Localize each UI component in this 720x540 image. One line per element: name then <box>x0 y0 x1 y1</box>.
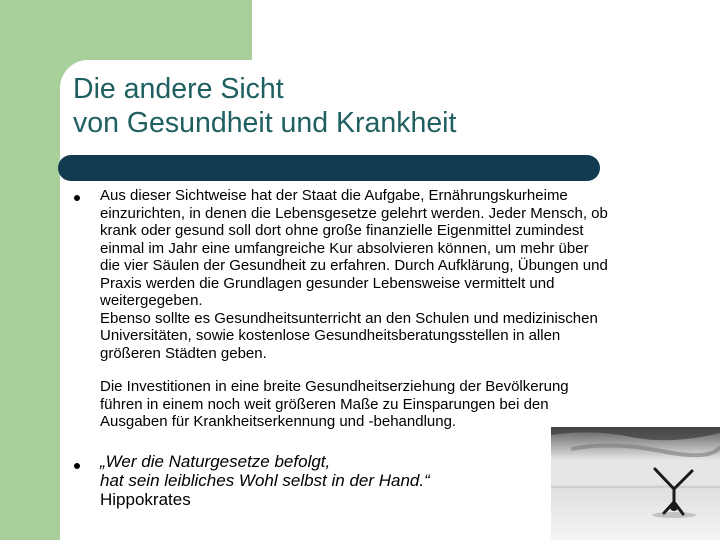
text-line: Die Investitionen in eine breite Gesundheitserziehung der Bevölkerung <box>100 378 569 395</box>
quote-line: „Wer die Naturgesetze befolgt, <box>100 452 331 471</box>
title-line-2: von Gesundheit und Krankheit <box>73 107 457 139</box>
slide-title <box>73 72 693 140</box>
title-underline-bar <box>58 155 600 181</box>
paragraph-2 <box>100 378 716 431</box>
text-line: krank oder gesund soll dort ohne große finanzielle Eigenmittel zumindest <box>100 222 584 239</box>
text-line: einmal im Jahr eine umfangreiche Kur absolvieren können, um mehr über <box>100 239 589 257</box>
bullet-paragraph-1 <box>100 187 716 362</box>
quote-author: Hippokrates <box>100 490 191 509</box>
text-line: Praxis werden die Grundlagen gesunder Lebensweise vermittelt und <box>100 274 555 292</box>
text-line: weitergegeben. <box>100 292 203 309</box>
text-line: die vier Säulen der Gesundheit zu erfahren. Durch Aufklärung, Übungen und <box>100 257 608 274</box>
title-line-1: Die andere Sicht <box>73 73 284 105</box>
text-line: führen in einem noch weit größeren Maße zu Einsparungen bei den <box>100 395 549 413</box>
quote-line: hat sein leibliches Wohl selbst in der Hand.“ <box>100 471 430 490</box>
bullet-dot <box>74 463 80 469</box>
bullet-dot <box>74 195 80 201</box>
text-line: Ausgaben für Krankheitserkennung und -behandlung. <box>100 413 457 430</box>
text-line: Aus dieser Sichtweise hat der Staat die Aufgabe, Ernährungskurheime <box>100 187 568 204</box>
text-line: größeren Städten geben. <box>100 344 267 362</box>
text-line: einzurichten, in denen die Lebensgesetze gelehrt werden. Jeder Mensch, ob <box>100 204 608 222</box>
text-line: Ebenso sollte es Gesundheitsunterricht an den Schulen und medizinischen <box>100 309 598 327</box>
beach-cartwheel-photo <box>551 427 720 540</box>
text-line: Universitäten, sowie kostenlose Gesundheitsberatungsstellen in allen <box>100 327 561 344</box>
